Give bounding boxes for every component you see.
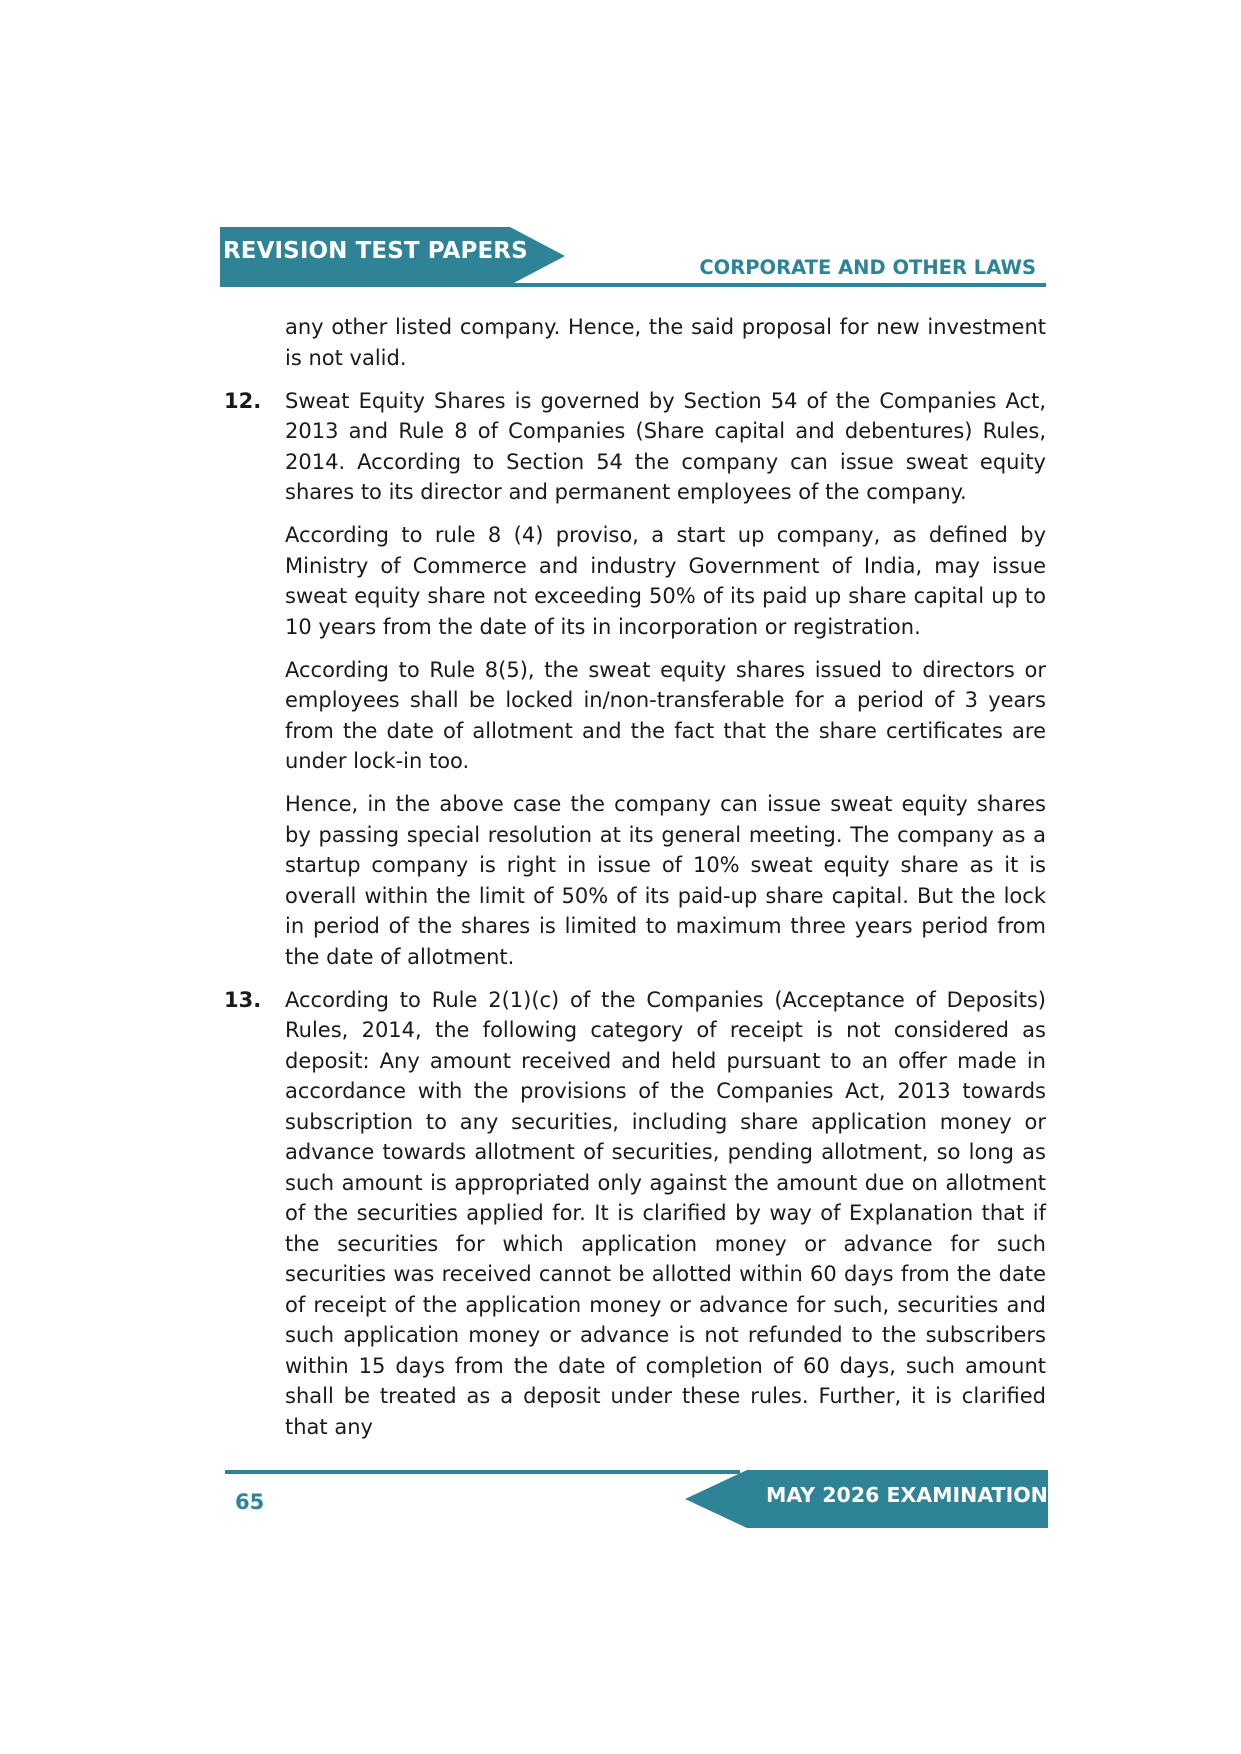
item-paragraph: Sweat Equity Shares is governed by Section 54 of the Companies Act, 2013 and Rule 8 of Companies (Share capital and debentures) Rules, 2014. According to Section 54 the company can issue sweat equity shares to its director and permanent employees of the company. [285, 388, 1046, 504]
item-paragraph: According to Rule 8(5), the sweat equity shares issued to directors or employees shall be locked in/non-transferable for a period of 3 years from the date of allotment and the fact that the share certificates are under lock-in too. [285, 657, 1046, 773]
body-content [224, 312, 1046, 1455]
item-number: 13. [224, 987, 262, 1012]
footer-rule [225, 1470, 740, 1474]
item-paragraph: According to rule 8 (4) proviso, a start up company, as defined by Ministry of Commerce and industry Government of India, may issue sweat equity share not exceeding 50% of its paid up share capital up to 10 years from the date of its in incorporation or registration. [285, 523, 1046, 639]
answer-item-12 [224, 386, 1046, 973]
item-paragraph: Hence, in the above case the company can issue sweat equity shares by passing special resolution at its general meeting. The company as a startup company is right in issue of 10% sweat equity share as it is overall within the limit of 50% of its paid-up share capital. But the lock in period of the shares is limited to maximum three years period from the date of allotment. [285, 792, 1046, 969]
header-subject: CORPORATE AND OTHER LAWS [699, 256, 1036, 279]
intro-paragraph: any other listed company. Hence, the said proposal for new investment is not valid. [285, 315, 1046, 370]
header-rule [220, 283, 1046, 287]
footer-exam-label: MAY 2026 EXAMINATION [766, 1483, 1048, 1507]
page-number: 65 [235, 1490, 265, 1514]
header-title: REVISION TEST PAPERS [223, 238, 528, 264]
item-paragraph: According to Rule 2(1)(c) of the Companies (Acceptance of Deposits) Rules, 2014, the following category of receipt is not considered as deposit: Any amount received and held pursuant to an offer made in accordance with the provisions of the Companies Act, 2013 towards subscription to any securities, including share application money or advance towards allotment of securities, pending allotment, so long as such amount is appropriated only against the amount due on allotment of the securities applied for. It is clarified by way of Explanation that if the securities for which application money or advance for such securities was received cannot be allotted within 60 days from the date of receipt of the application money or advance for such, securities and such application money or advance is not refunded to the subscribers within 15 days from the date of completion of 60 days, such amount shall be treated as a deposit under these rules. Further, it is clarified that any [285, 987, 1046, 1439]
answer-item-13 [224, 985, 1046, 1443]
item-number: 12. [224, 388, 262, 413]
